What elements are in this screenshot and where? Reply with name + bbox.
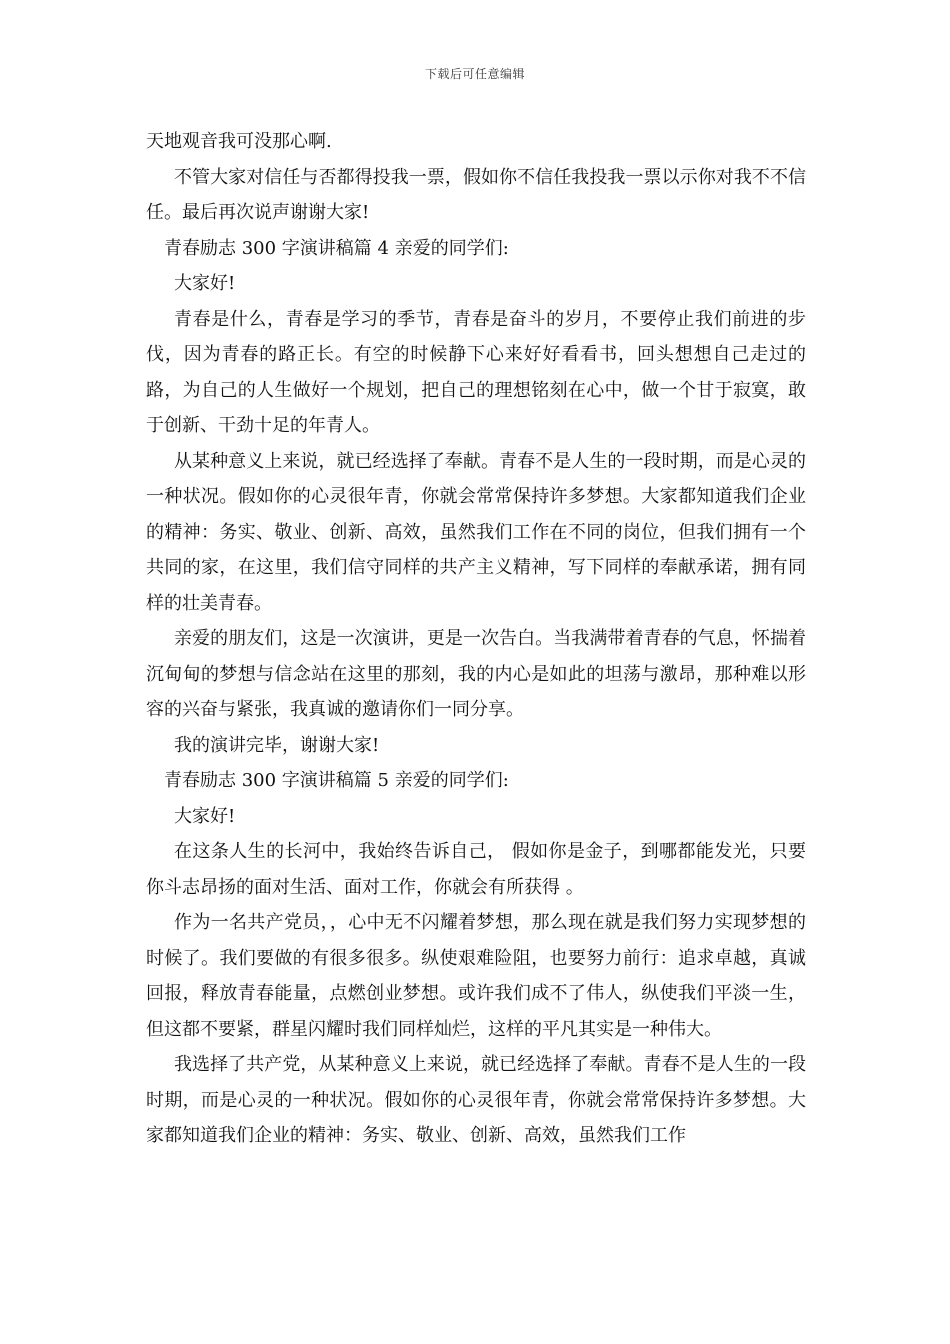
paragraph: 从某种意义上来说，就已经选择了奉献。青春不是人生的一段时期，而是心灵的一种状况。假如你的心灵很年青，你就会常常保持许多梦想。大家都知道我们企业的精神：务实、敬业、创新、高效，虽然我们工作在不同的岗位，但我们拥有一个共同的家，在这里，我们信守同样的共产主义精神，写下同样的奉献承诺，拥有同样的壮美青春。 [146, 450, 806, 614]
greeting: 大家好! [174, 805, 236, 827]
paragraph-closing: 我的演讲完毕，谢谢大家! [174, 734, 380, 756]
section-heading: 青春励志 300 字演讲稿篇 4 亲爱的同学们: [164, 237, 509, 259]
paragraph: 青春是什么，青春是学习的季节，青春是奋斗的岁月，不要停止我们前进的步伐，因为青春的路正长。有空的时候静下心来好好看看书，回头想想自己走过的路，为自己的人生做好一个规划，把自己的理想铭刻在心中，做一个甘于寂寞，敢于创新、干劲十足的年青人。 [146, 308, 806, 436]
paragraph-continuation: 天地观音我可没那心啊. [146, 131, 332, 152]
paragraph: 不管大家对信任与否都得投我一票，假如你不信任我投我一票以示你对我不不信任。最后再次说声谢谢大家! [146, 166, 806, 223]
paragraph: 作为一名共产党员，，心中无不闪耀着梦想，那么现在就是我们努力实现梦想的时候了。我们要做的有很多很多。纵使艰难险阻，也要努力前行：追求卓越，真诚回报，释放青春能量，点燃创业梦想。或许我们成不了伟人，纵使我们平淡一生，但这都不要紧，群星闪耀时我们同样灿烂，这样的平凡其实是一种伟大。 [146, 912, 806, 1040]
document-body [146, 124, 806, 1154]
page-header: 下载后可任意编辑 [424, 67, 525, 81]
paragraph: 亲爱的朋友们，这是一次演讲，更是一次告白。当我满带着青春的气息，怀揣着沉甸甸的梦想与信念站在这里的那刻，我的内心是如此的坦荡与激昂，那种难以形容的兴奋与紧张，我真诚的邀请你们一同分享。 [146, 628, 806, 720]
paragraph: 我选择了共产党，从某种意义上来说，就已经选择了奉献。青春不是人生的一段时期，而是心灵的一种状况。假如你的心灵很年青，你就会常常保持许多梦想。大家都知道我们企业的精神：务实、敬业、创新、高效，虽然我们工作 [146, 1054, 806, 1146]
paragraph: 在这条人生的长河中，我始终告诉自己， 假如你是金子，到哪都能发光，只要你斗志昂扬的面对生活、面对工作，你就会有所获得 。 [146, 841, 806, 898]
section-heading: 青春励志 300 字演讲稿篇 5 亲爱的同学们: [164, 770, 509, 791]
greeting: 大家好! [174, 273, 236, 294]
